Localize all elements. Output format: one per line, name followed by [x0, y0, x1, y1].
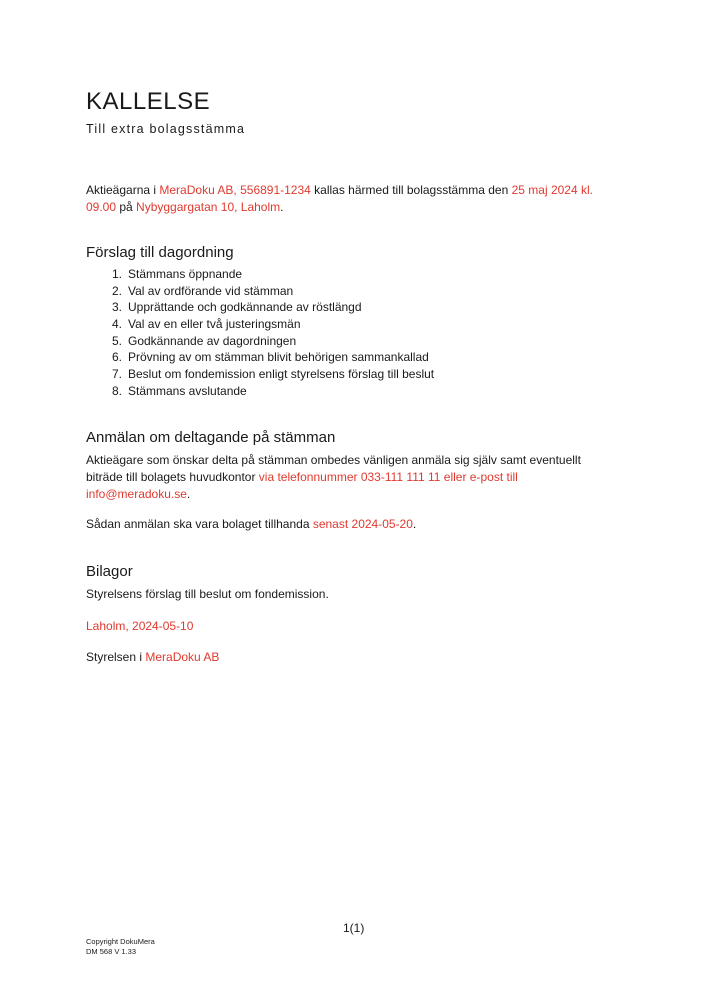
- document-title: KALLELSE: [86, 88, 211, 115]
- document-subtitle: Till extra bolagsstämma: [86, 122, 246, 136]
- item-number: 4.: [111, 317, 122, 332]
- item-number: 8.: [111, 383, 122, 398]
- item-number: 5.: [111, 333, 122, 348]
- attachments-text: Styrelsens förslag till beslut om fondemission.: [86, 587, 329, 601]
- item-number: 7.: [111, 367, 122, 382]
- item-text: Beslut om fondemission enligt styrelsens förslag till beslut: [128, 367, 435, 382]
- item-text: Prövning av om stämman blivit behörigen sammankallad: [128, 350, 429, 365]
- registration-paragraph: [86, 452, 606, 503]
- list-item: [86, 333, 434, 350]
- attachments-heading: Bilagor: [86, 563, 133, 580]
- deadline-text-1: Sådan anmälan ska vara bolaget tillhanda: [86, 517, 313, 531]
- item-text: Upprättande och godkännande av röstlängd: [128, 300, 362, 315]
- list-item: [86, 283, 434, 300]
- footer-doc-id: DM 568 V 1.33: [86, 947, 137, 956]
- meeting-datetime: 25 maj 2024 kl. 09.00: [86, 183, 593, 214]
- signature-line: [86, 649, 219, 666]
- footer: [86, 937, 155, 957]
- registration-text-1: Aktieägare som önskar delta på stämman ombedes vänligen anmäla sig själv samt eventuellt biträde till bolagets huvudkontor: [86, 453, 581, 484]
- signature-company: MeraDoku AB: [145, 650, 220, 664]
- meeting-location: Nybyggargatan 10, Laholm: [136, 200, 281, 214]
- item-number: 3.: [111, 300, 122, 315]
- intro-text-1: Aktieägarna i: [86, 183, 160, 197]
- registration-heading: Anmälan om deltagande på stämman: [86, 429, 336, 446]
- list-item: [86, 299, 434, 316]
- company-name: MeraDoku AB, 556891-1234: [159, 183, 311, 197]
- item-number: 2.: [111, 283, 122, 298]
- footer-copyright: Copyright DokuMera: [86, 937, 155, 946]
- intro-text-4: .: [280, 200, 284, 214]
- registration-text-2: .: [186, 487, 191, 501]
- registration-contact: via telefonnummer 033-111 111 11 eller e-post till info@meradoku.se: [86, 470, 518, 501]
- list-item: [86, 349, 434, 366]
- place-date: Laholm, 2024-05-10: [86, 619, 194, 633]
- list-item: [86, 316, 434, 333]
- item-number: 1.: [111, 267, 122, 281]
- page-number: 1(1): [343, 921, 365, 935]
- list-item: [86, 266, 434, 283]
- item-text: Godkännande av dagordningen: [128, 333, 297, 348]
- signature-text: Styrelsen i: [86, 650, 146, 664]
- agenda-heading: Förslag till dagordning: [86, 244, 234, 261]
- intro-paragraph: [86, 182, 616, 216]
- deadline-text-2: .: [412, 517, 417, 531]
- list-item: [86, 383, 434, 400]
- list-item: [86, 366, 434, 383]
- intro-text-2: kallas härmed till bolagsstämma den: [310, 183, 512, 197]
- item-text: Stämmans öppnande: [128, 267, 243, 281]
- registration-deadline-paragraph: [86, 516, 416, 533]
- item-text: Val av en eller två justeringsmän: [128, 317, 301, 332]
- item-text: Stämmans avslutande: [128, 383, 247, 398]
- agenda-list: [86, 266, 434, 400]
- intro-text-3: på: [116, 200, 137, 214]
- item-text: Val av ordförande vid stämman: [128, 283, 294, 298]
- item-number: 6.: [111, 350, 122, 365]
- registration-deadline: senast 2024-05-20: [312, 517, 413, 531]
